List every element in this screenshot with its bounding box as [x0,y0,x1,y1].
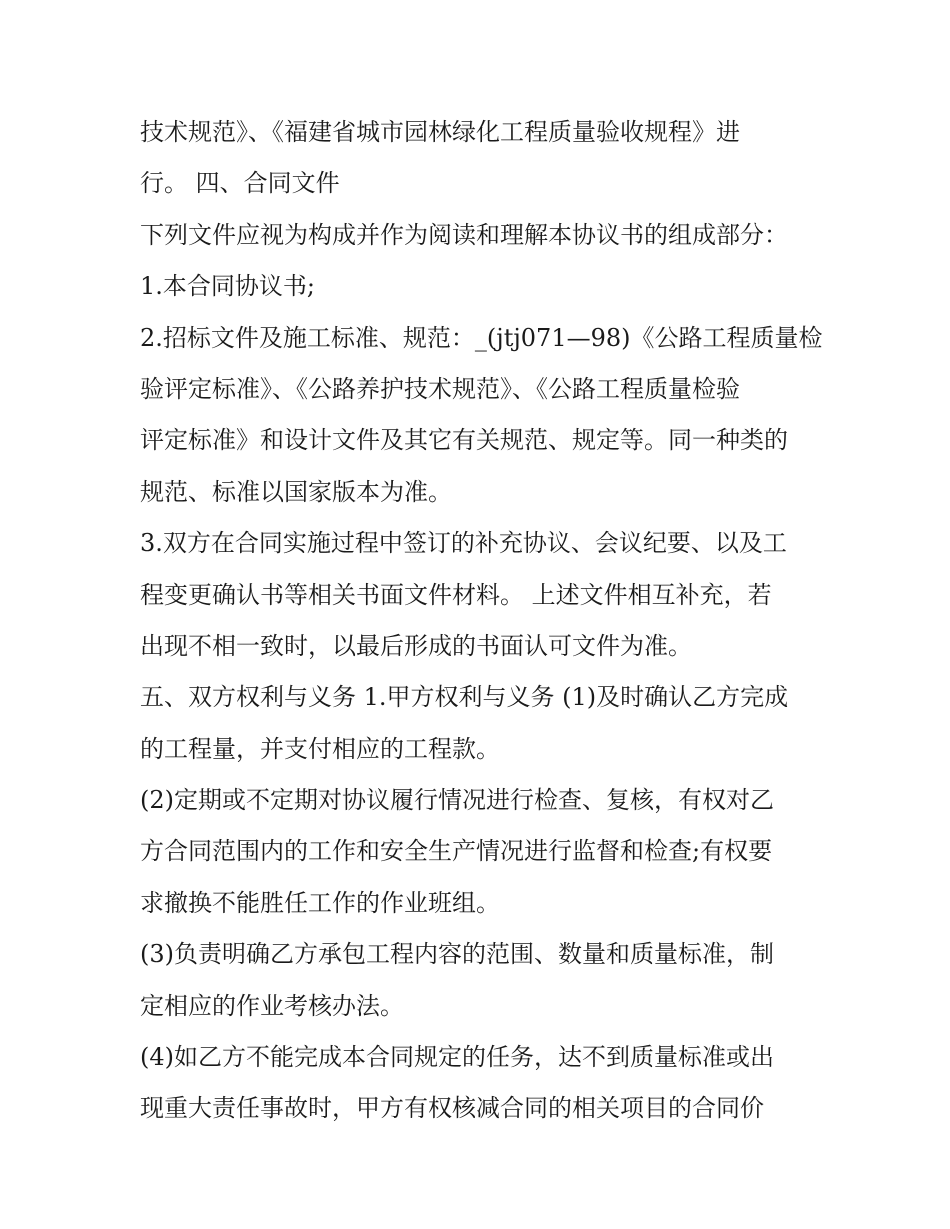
text-line: 3.双方在合同实施过程中签订的补充协议、会议纪要、以及工 [140,529,787,558]
text-line: 1.本合同协议书; [140,272,315,301]
text-line: 评定标准》和设计文件及其它有关规范、规定等。同一种类的 [140,426,788,455]
text-line: 五、双方权利与义务 1.甲方权利与义务 (1)及时确认乙方完成 [140,683,789,712]
text-line: (2)定期或不定期对协议履行情况进行检查、复核，有权对乙 [140,786,774,815]
text-line: 行。 四、合同文件 [140,169,340,198]
text-line: 现重大责任事故时，甲方有权核减合同的相关项目的合同价 [140,1094,764,1123]
text-line: 程变更确认书等相关书面文件材料。 上述文件相互补充，若 [140,580,772,609]
text-line: 定相应的作业考核办法。 [140,991,404,1020]
text-line: 的工程量，并支付相应的工程款。 [140,734,500,763]
text-line: 2.招标文件及施工标准、规范：_(jtj071—98)《公路工程质量检 [140,323,823,352]
text-line: 规范、标准以国家版本为准。 [140,477,452,506]
text-line: 方合同范围内的工作和安全生产情况进行监督和检查;有权要 [140,837,773,866]
text-line: 求撤换不能胜任工作的作业班组。 [140,888,500,917]
text-line: 技术规范》、《福建省城市园林绿化工程质量验收规程》进 [140,118,740,146]
document-body [140,107,830,1135]
text-line: (3)负责明确乙方承包工程内容的范围、数量和质量标准，制 [140,940,774,969]
text-line: 下列文件应视为构成并作为阅读和理解本协议书的组成部分： [140,220,788,249]
text-line: 出现不相一致时，以最后形成的书面认可文件为准。 [140,631,692,660]
text-line: (4)如乙方不能完成本合同规定的任务，达不到质量标准或出 [140,1043,774,1072]
text-line: 验评定标准》、《公路养护技术规范》、《公路工程质量检验 [140,374,740,403]
